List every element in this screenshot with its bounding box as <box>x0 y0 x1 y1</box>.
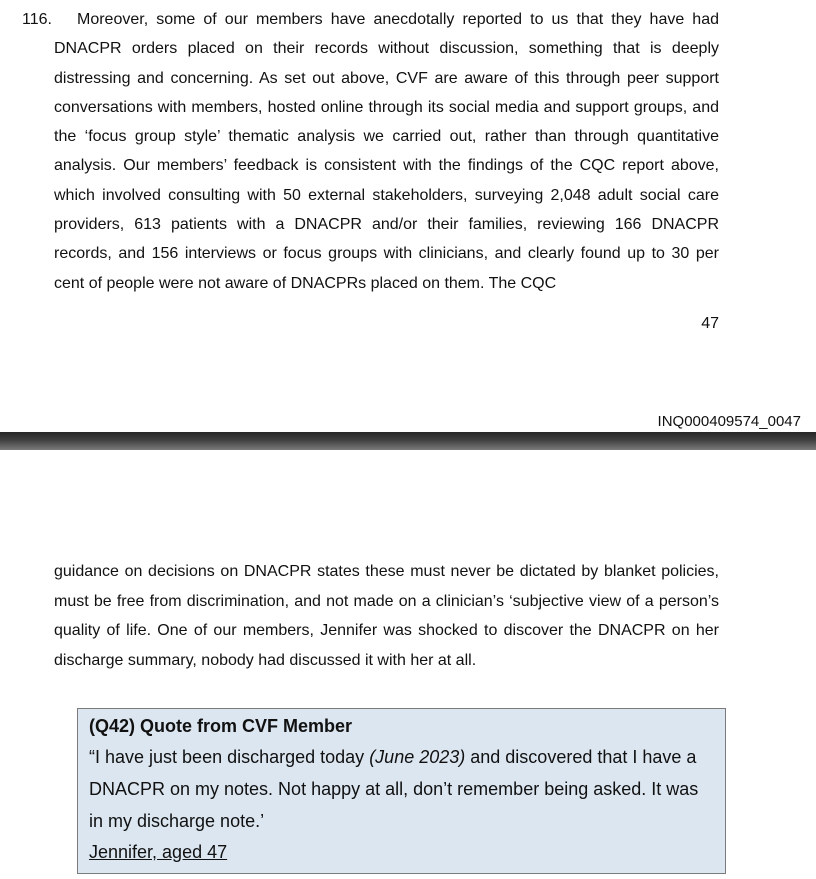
document-id: INQ000409574_0047 <box>657 413 801 430</box>
quote-attribution: Jennifer, aged 47 <box>89 842 228 862</box>
page-number: 47 <box>701 315 719 332</box>
member-quote-box <box>77 708 726 874</box>
paragraph-text: Moreover, some of our members have anecdotally reported to us that they have had DNACPR orders placed on their records without discussion, something that is deeply distressing and concerning. As set out above, CVF are aware of this through peer support conversations with members, hosted online through its social media and support groups, and the ‘focus group style’ thematic analysis we carried out, rather than through quantitative analysis. Our members’ feedback is consistent with the findings of the CQC report above, which involved consulting with 50 external stakeholders, surveying 2,048 adult social care providers, 613 patients with a DNACPR and/or their families, reviewing 166 DNACPR records, and 156 interviews or focus groups with clinicians, and clearly found up to 30 per cent of people were not aware of DNACPRs placed on them. The CQC <box>54 11 719 292</box>
page-break-divider <box>0 432 816 450</box>
quote-text-start: “I have just been discharged today <box>89 747 370 767</box>
quote-date: (June 2023) <box>369 747 466 767</box>
quote-text-end: and discovered that I have a DNACPR on my notes. Not happy at all, don’t remember being asked. It was in my discharge note.’ <box>89 747 699 831</box>
quote-text <box>89 741 714 837</box>
quote-title: (Q42) Quote from CVF Member <box>89 716 353 736</box>
continuation-paragraph: guidance on decisions on DNACPR states these must never be dictated by blanket policies, must be free from discrimination, and not made on a clinician’s ‘subjective view of a person’s quality of life. One of our members, Jennifer was shocked to discover the DNACPR on her discharge summary, nobody had discussed it with her at all. <box>54 563 719 669</box>
paragraph-number: 116. <box>22 11 52 28</box>
paragraph-116 <box>22 5 719 298</box>
